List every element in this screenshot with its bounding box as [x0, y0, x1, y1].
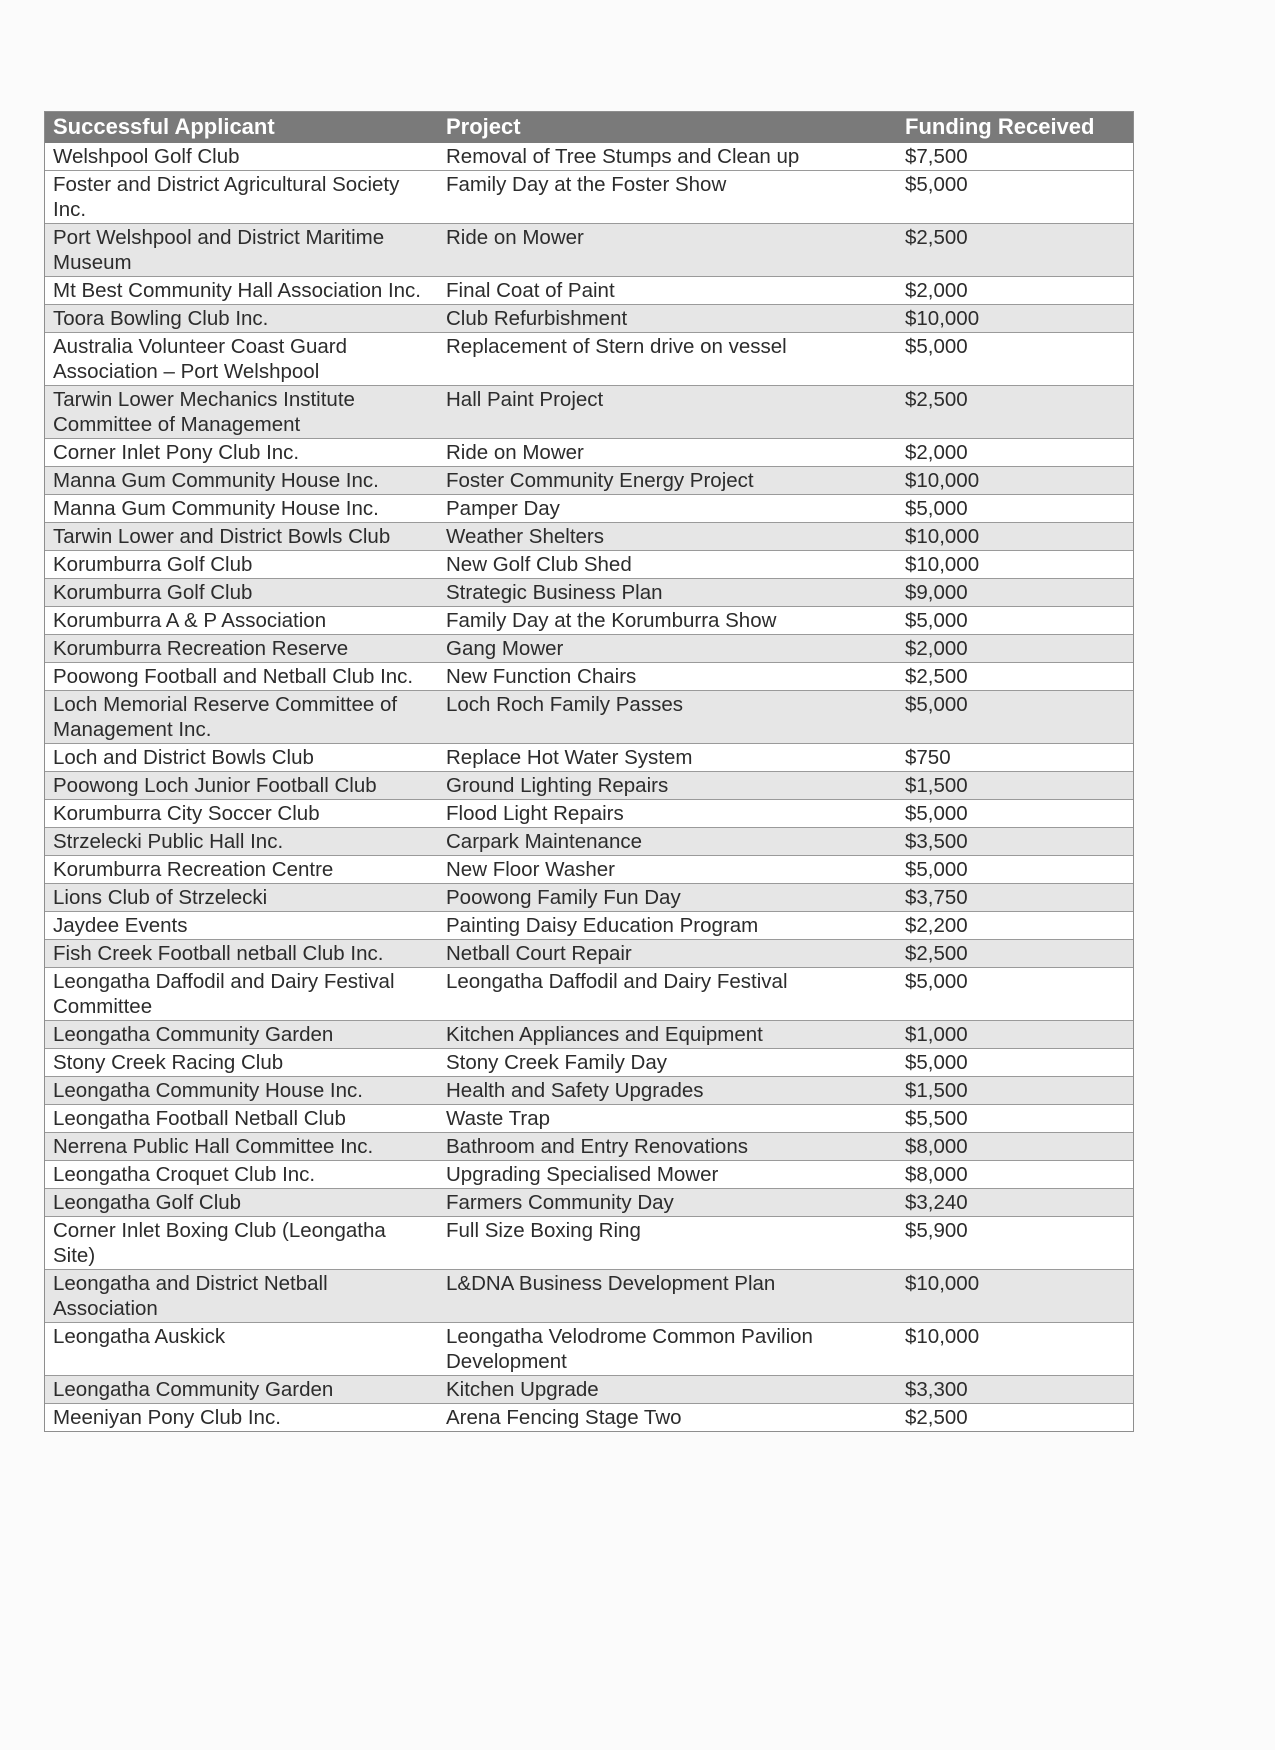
applicant-cell: Fish Creek Football netball Club Inc. [45, 940, 438, 968]
funding-cell: $10,000 [893, 467, 1133, 495]
project-cell: Painting Daisy Education Program [438, 912, 893, 940]
table-row [45, 940, 1133, 968]
applicant-cell: Poowong Football and Netball Club Inc. [45, 663, 438, 691]
table-row [45, 551, 1133, 579]
funding-cell: $2,500 [893, 940, 1133, 968]
funding-cell: $3,240 [893, 1189, 1133, 1217]
table-row [45, 386, 1133, 439]
funding-cell: $10,000 [893, 305, 1133, 333]
funding-cell: $5,000 [893, 607, 1133, 635]
applicant-cell: Lions Club of Strzelecki [45, 884, 438, 912]
project-cell: Ground Lighting Repairs [438, 772, 893, 800]
table-row [45, 523, 1133, 551]
funding-table-container [44, 111, 1134, 1432]
project-cell: Hall Paint Project [438, 386, 893, 439]
funding-cell: $5,000 [893, 856, 1133, 884]
applicant-cell: Leongatha Auskick [45, 1323, 438, 1376]
applicant-cell: Korumburra Recreation Reserve [45, 635, 438, 663]
project-cell: Gang Mower [438, 635, 893, 663]
table-row [45, 1189, 1133, 1217]
applicant-cell: Leongatha Golf Club [45, 1189, 438, 1217]
funding-cell: $10,000 [893, 1270, 1133, 1323]
applicant-cell: Tarwin Lower and District Bowls Club [45, 523, 438, 551]
funding-cell: $5,000 [893, 968, 1133, 1021]
table-row [45, 1404, 1133, 1432]
project-cell: Farmers Community Day [438, 1189, 893, 1217]
table-row [45, 691, 1133, 744]
project-cell: Foster Community Energy Project [438, 467, 893, 495]
applicant-cell: Leongatha Community House Inc. [45, 1077, 438, 1105]
applicant-cell: Tarwin Lower Mechanics Institute Committee of Management [45, 386, 438, 439]
table-row [45, 607, 1133, 635]
project-cell: Upgrading Specialised Mower [438, 1161, 893, 1189]
funding-cell: $9,000 [893, 579, 1133, 607]
table-row [45, 772, 1133, 800]
table-row [45, 744, 1133, 772]
project-cell: Leongatha Daffodil and Dairy Festival [438, 968, 893, 1021]
funding-cell: $10,000 [893, 523, 1133, 551]
table-row [45, 143, 1133, 171]
table-row [45, 305, 1133, 333]
project-cell: Final Coat of Paint [438, 277, 893, 305]
applicant-cell: Leongatha Community Garden [45, 1376, 438, 1404]
applicant-cell: Australia Volunteer Coast Guard Association – Port Welshpool [45, 333, 438, 386]
funding-cell: $3,500 [893, 828, 1133, 856]
applicant-cell: Korumburra Recreation Centre [45, 856, 438, 884]
table-row [45, 1217, 1133, 1270]
applicant-cell: Leongatha Community Garden [45, 1021, 438, 1049]
funding-cell: $10,000 [893, 1323, 1133, 1376]
table-row [45, 171, 1133, 224]
funding-cell: $2,000 [893, 635, 1133, 663]
project-cell: Family Day at the Foster Show [438, 171, 893, 224]
applicant-cell: Mt Best Community Hall Association Inc. [45, 277, 438, 305]
project-cell: New Floor Washer [438, 856, 893, 884]
funding-cell: $1,500 [893, 772, 1133, 800]
applicant-cell: Leongatha Daffodil and Dairy Festival Committee [45, 968, 438, 1021]
funding-cell: $1,000 [893, 1021, 1133, 1049]
table-row [45, 467, 1133, 495]
funding-cell: $8,000 [893, 1133, 1133, 1161]
table-row [45, 1323, 1133, 1376]
applicant-cell: Korumburra City Soccer Club [45, 800, 438, 828]
funding-cell: $7,500 [893, 143, 1133, 171]
funding-cell: $2,000 [893, 439, 1133, 467]
table-row [45, 635, 1133, 663]
project-cell: Flood Light Repairs [438, 800, 893, 828]
header-successful-applicant: Successful Applicant [45, 112, 438, 143]
funding-cell: $5,500 [893, 1105, 1133, 1133]
project-cell: Full Size Boxing Ring [438, 1217, 893, 1270]
project-cell: Leongatha Velodrome Common Pavilion Development [438, 1323, 893, 1376]
applicant-cell: Korumburra A & P Association [45, 607, 438, 635]
project-cell: Carpark Maintenance [438, 828, 893, 856]
applicant-cell: Welshpool Golf Club [45, 143, 438, 171]
table-row [45, 495, 1133, 523]
applicant-cell: Korumburra Golf Club [45, 579, 438, 607]
applicant-cell: Meeniyan Pony Club Inc. [53, 1406, 281, 1429]
table-row [45, 439, 1133, 467]
table-row [45, 579, 1133, 607]
project-cell: Kitchen Appliances and Equipment [438, 1021, 893, 1049]
project-cell: New Golf Club Shed [438, 551, 893, 579]
funding-cell: $5,000 [893, 691, 1133, 744]
project-cell: Family Day at the Korumburra Show [438, 607, 893, 635]
funding-cell: $5,900 [893, 1217, 1133, 1270]
table-row [45, 224, 1133, 277]
applicant-cell: Corner Inlet Pony Club Inc. [45, 439, 438, 467]
table-row [45, 1077, 1133, 1105]
funding-cell: $2,500 [893, 224, 1133, 277]
project-cell: Removal of Tree Stumps and Clean up [438, 143, 893, 171]
project-cell: Poowong Family Fun Day [438, 884, 893, 912]
applicant-cell: Port Welshpool and District Maritime Museum [45, 224, 438, 277]
project-cell: Health and Safety Upgrades [438, 1077, 893, 1105]
applicant-cell: Strzelecki Public Hall Inc. [45, 828, 438, 856]
project-cell: Ride on Mower [438, 224, 893, 277]
applicant-cell: Poowong Loch Junior Football Club [45, 772, 438, 800]
project-cell: Waste Trap [438, 1105, 893, 1133]
funding-cell: $2,000 [893, 277, 1133, 305]
applicant-cell: Jaydee Events [45, 912, 438, 940]
table-row [45, 1049, 1133, 1077]
applicant-cell: Korumburra Golf Club [45, 551, 438, 579]
project-cell: Weather Shelters [438, 523, 893, 551]
applicant-cell: Stony Creek Racing Club [45, 1049, 438, 1077]
table-row [45, 1105, 1133, 1133]
applicant-cell: Manna Gum Community House Inc. [45, 495, 438, 523]
funding-cell: $2,500 [893, 386, 1133, 439]
funding-cell: $2,500 [905, 1406, 968, 1429]
project-cell: Bathroom and Entry Renovations [438, 1133, 893, 1161]
project-cell: Ride on Mower [438, 439, 893, 467]
funding-cell: $3,300 [893, 1376, 1133, 1404]
table-row [45, 277, 1133, 305]
applicant-cell: Foster and District Agricultural Society Inc. [45, 171, 438, 224]
project-cell: Strategic Business Plan [438, 579, 893, 607]
funding-cell: $10,000 [893, 551, 1133, 579]
table-row [45, 968, 1133, 1021]
applicant-cell: Loch Memorial Reserve Committee of Management Inc. [45, 691, 438, 744]
funding-cell: $5,000 [893, 495, 1133, 523]
project-cell: Pamper Day [438, 495, 893, 523]
funding-cell: $2,500 [893, 663, 1133, 691]
funding-cell: $5,000 [893, 1049, 1133, 1077]
table-row [45, 1270, 1133, 1323]
applicant-cell: Leongatha Football Netball Club [45, 1105, 438, 1133]
project-cell: Loch Roch Family Passes [438, 691, 893, 744]
table-row [45, 800, 1133, 828]
table-row [45, 1021, 1133, 1049]
table-row [45, 1161, 1133, 1189]
applicant-cell: Corner Inlet Boxing Club (Leongatha Site) [45, 1217, 438, 1270]
table-row [45, 333, 1133, 386]
applicant-cell: Loch and District Bowls Club [45, 744, 438, 772]
table-row [45, 884, 1133, 912]
applicant-cell: Nerrena Public Hall Committee Inc. [45, 1133, 438, 1161]
project-cell: Kitchen Upgrade [438, 1376, 893, 1404]
table-row [45, 856, 1133, 884]
applicant-cell: Leongatha and District Netball Association [45, 1270, 438, 1323]
table-row [45, 828, 1133, 856]
project-cell: Netball Court Repair [438, 940, 893, 968]
table-row [45, 663, 1133, 691]
funding-cell: $1,500 [893, 1077, 1133, 1105]
funding-cell: $5,000 [893, 800, 1133, 828]
header-funding-received: Funding Received [893, 112, 1133, 143]
funding-table [45, 112, 1133, 1431]
project-cell: Arena Fencing Stage Two [446, 1406, 682, 1429]
project-cell: Stony Creek Family Day [438, 1049, 893, 1077]
table-row [45, 1376, 1133, 1404]
funding-cell: $8,000 [893, 1161, 1133, 1189]
funding-cell: $5,000 [893, 171, 1133, 224]
applicant-cell: Toora Bowling Club Inc. [45, 305, 438, 333]
table-header-row [45, 112, 1133, 143]
project-cell: L&DNA Business Development Plan [438, 1270, 893, 1323]
applicant-cell: Leongatha Croquet Club Inc. [45, 1161, 438, 1189]
project-cell: New Function Chairs [438, 663, 893, 691]
funding-cell: $750 [893, 744, 1133, 772]
funding-cell: $5,000 [893, 333, 1133, 386]
table-row [45, 1133, 1133, 1161]
project-cell: Club Refurbishment [438, 305, 893, 333]
project-cell: Replace Hot Water System [438, 744, 893, 772]
project-cell: Replacement of Stern drive on vessel [438, 333, 893, 386]
funding-cell: $3,750 [893, 884, 1133, 912]
applicant-cell: Manna Gum Community House Inc. [45, 467, 438, 495]
header-project: Project [438, 112, 893, 143]
funding-cell: $2,200 [893, 912, 1133, 940]
table-row [45, 912, 1133, 940]
table-body [45, 143, 1133, 1432]
